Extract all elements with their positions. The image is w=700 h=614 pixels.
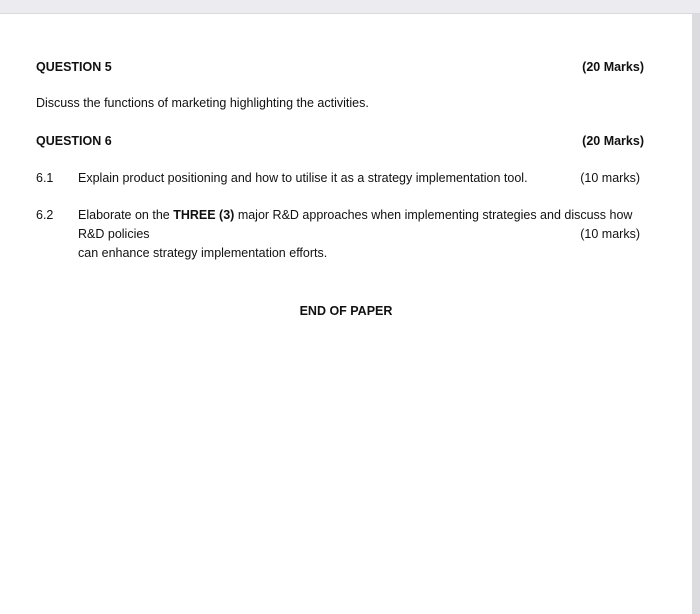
question-6-2 — [36, 206, 644, 260]
question-6-2-text-part1: Elaborate on the — [78, 208, 174, 222]
question-6-marks: (20 Marks) — [582, 134, 644, 148]
question-6-header — [36, 132, 644, 151]
question-6-2-text — [78, 206, 650, 263]
question-5-header — [36, 58, 644, 77]
question-5-marks: (20 Marks) — [582, 60, 644, 74]
question-6-2-marks: (10 marks) — [580, 227, 640, 241]
page-edge-shadow — [692, 14, 700, 614]
question-6-2-number: 6.2 — [36, 208, 54, 222]
question-5-title: QUESTION 5 — [36, 60, 112, 74]
question-6-1-number: 6.1 — [36, 171, 54, 185]
top-band — [0, 0, 700, 14]
question-6-1-text: Explain product positioning and how to utilise it as a strategy implementation tool. — [78, 171, 528, 185]
document-page — [0, 14, 692, 614]
question-6-1-marks: (10 marks) — [580, 171, 640, 185]
question-6-2-text-line2: can enhance strategy implementation efforts. — [78, 246, 328, 260]
question-5-text: Discuss the functions of marketing highlighting the activities. — [36, 96, 369, 110]
question-6-2-text-part2: major R&D approaches when implementing strategies and discuss how R&D policies — [78, 208, 633, 241]
question-6-2-text-bold: THREE (3) — [173, 208, 235, 222]
question-6-title: QUESTION 6 — [36, 134, 112, 148]
end-of-paper: END OF PAPER — [299, 304, 393, 318]
